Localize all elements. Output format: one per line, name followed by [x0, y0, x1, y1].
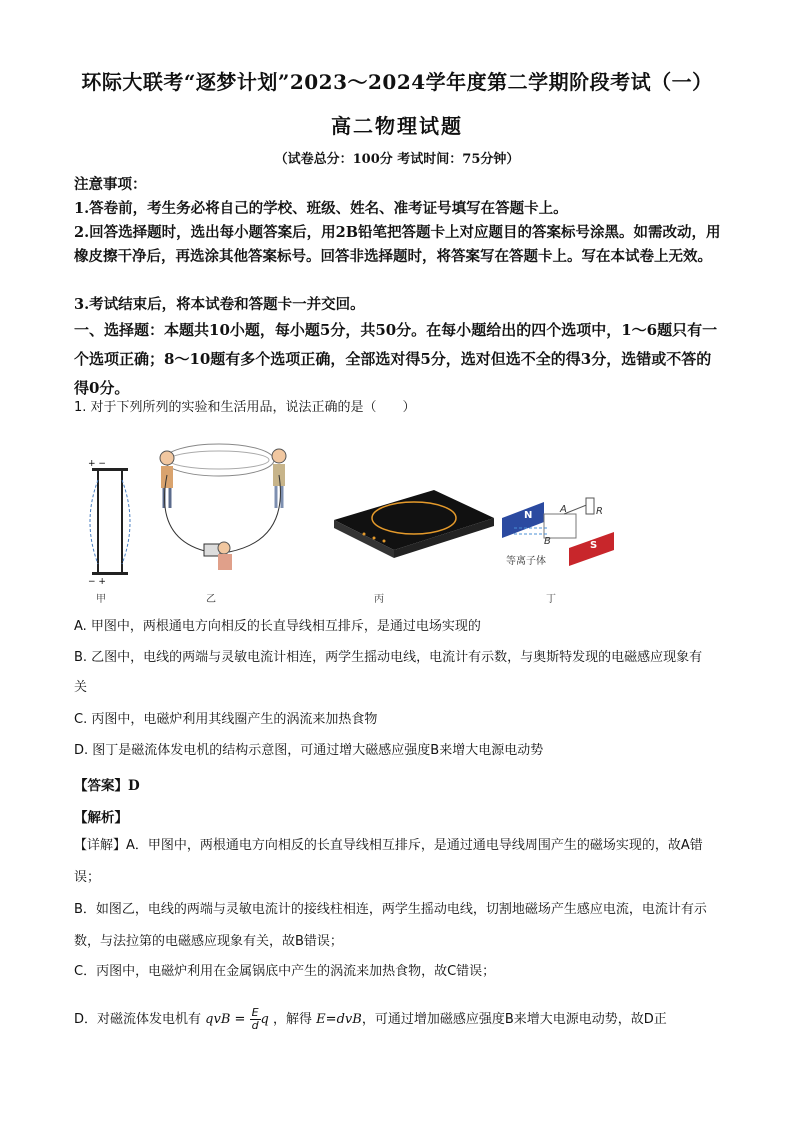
- svg-text:+ −: + −: [88, 459, 106, 469]
- notice-item-3: 3.考试结束后，将本试卷和答题卡一并交回。: [74, 296, 365, 313]
- option-a: A. 甲图中，两根通电方向相反的长直导线相互排斥，是通过电场实现的: [74, 619, 481, 634]
- figure-jia-wires: [88, 459, 130, 587]
- figure-ding-s-label: S: [590, 540, 598, 551]
- detail-a: 【详解】A．甲图中，两根通电方向相反的长直导线相互排斥，是通过通电导线周围产生的磁场实现的，故A错误；: [74, 838, 703, 885]
- figure-ding-r-label: R: [596, 506, 603, 517]
- option-d: D. 图丁是磁流体发电机的结构示意图，可通过增大磁感应强度B来增大电源电动势: [74, 743, 544, 758]
- question-1-stem: 1. 对于下列所列的实验和生活用品，说法正确的是（ ）: [74, 400, 416, 415]
- exam-meta: （试卷总分：100分 考试时间：75分钟）: [274, 152, 520, 167]
- detail-b: B．如图乙，电线的两端与灵敏电流计的接线柱相连，两学生摇动电线，切割地磁场产生感应电流，电流计有示数，与法拉第的电磁感应现象有关，故B错误；: [74, 902, 707, 949]
- section-1-instructions: 一、选择题：本题共10小题，每小题5分，共50分。在每小题给出的四个选项中，1～6题只有一个选项正确；8～10题有多个选项正确，全部选对得5分，选对但选不全的得3分，选错或不答的得0分。: [74, 321, 718, 397]
- figure-label-ding: 丁: [546, 594, 556, 605]
- figure-ding-n-label: N: [524, 510, 533, 521]
- figure-label-jia: 甲: [96, 594, 106, 605]
- figure-ding-b-label: B: [544, 536, 551, 547]
- detail-d-result: E: [316, 1012, 326, 1027]
- detail-d-formula: qvB = $\frac{E}{d}$ q: [205, 1006, 269, 1032]
- analysis-heading: 【解析】: [74, 810, 128, 826]
- detail-d: D．对磁流体发电机有 qvB = $\frac{E}{d}$ q ，解得 E=dvB，可通过增加磁感应强度B来增大电源电动势，故D正: [74, 1006, 667, 1032]
- figure-illustrations: [74, 430, 724, 605]
- figure-label-yi: 乙: [206, 594, 216, 605]
- fraction-e-over-d: $\frac{E}{d}$: [251, 1006, 259, 1032]
- figure-ding-plasma-label: 等离子体: [506, 556, 546, 567]
- exam-title: 环际大联考“逐梦计划”2023～2024学年度第二学期阶段考试（一）: [81, 70, 713, 94]
- notice-heading: 注意事项：: [74, 176, 147, 193]
- detail-d-rest: ，可通过增加磁感应强度B来增大电源电动势，故D正: [361, 1012, 667, 1027]
- option-b: B. 乙图中，电线的两端与灵敏电流计相连，两学生摇动电线，电流计有示数，与奥斯特发现的电磁感应现象有关: [74, 650, 703, 695]
- detail-c: C．丙图中，电磁炉利用在金属锅底中产生的涡流来加热食物，故C错误；: [74, 964, 496, 979]
- figure-label-bing: 丙: [374, 594, 384, 605]
- notice-item-1: 1.答卷前，考生务必将自己的学校、班级、姓名、准考证号填写在答题卡上。: [74, 200, 568, 217]
- figure-bing-cooker: [334, 490, 494, 558]
- svg-text:− +: − +: [88, 577, 106, 587]
- detail-d-suffix: ，解得: [273, 1012, 313, 1027]
- figure-ding-a-label: A: [560, 504, 567, 515]
- option-c: C. 丙图中，电磁炉利用其线圈产生的涡流来加热食物: [74, 712, 378, 727]
- exam-subject: 高二物理试题: [331, 114, 463, 138]
- detail-d-prefix: D．对磁流体发电机有: [74, 1012, 202, 1027]
- question-1-figures: [74, 430, 724, 605]
- notice-item-2: 2.回答选择题时，选出每小题答案后，用2B铅笔把答题卡上对应题目的答案标号涂黑。如需改动，用橡皮擦干净后，再选涂其他答案标号。回答非选择题时，将答案写在答题卡上。写在本试卷上无效。: [74, 224, 721, 265]
- figure-yi-rope: [160, 444, 286, 570]
- answer-label: 【答案】D: [74, 778, 140, 794]
